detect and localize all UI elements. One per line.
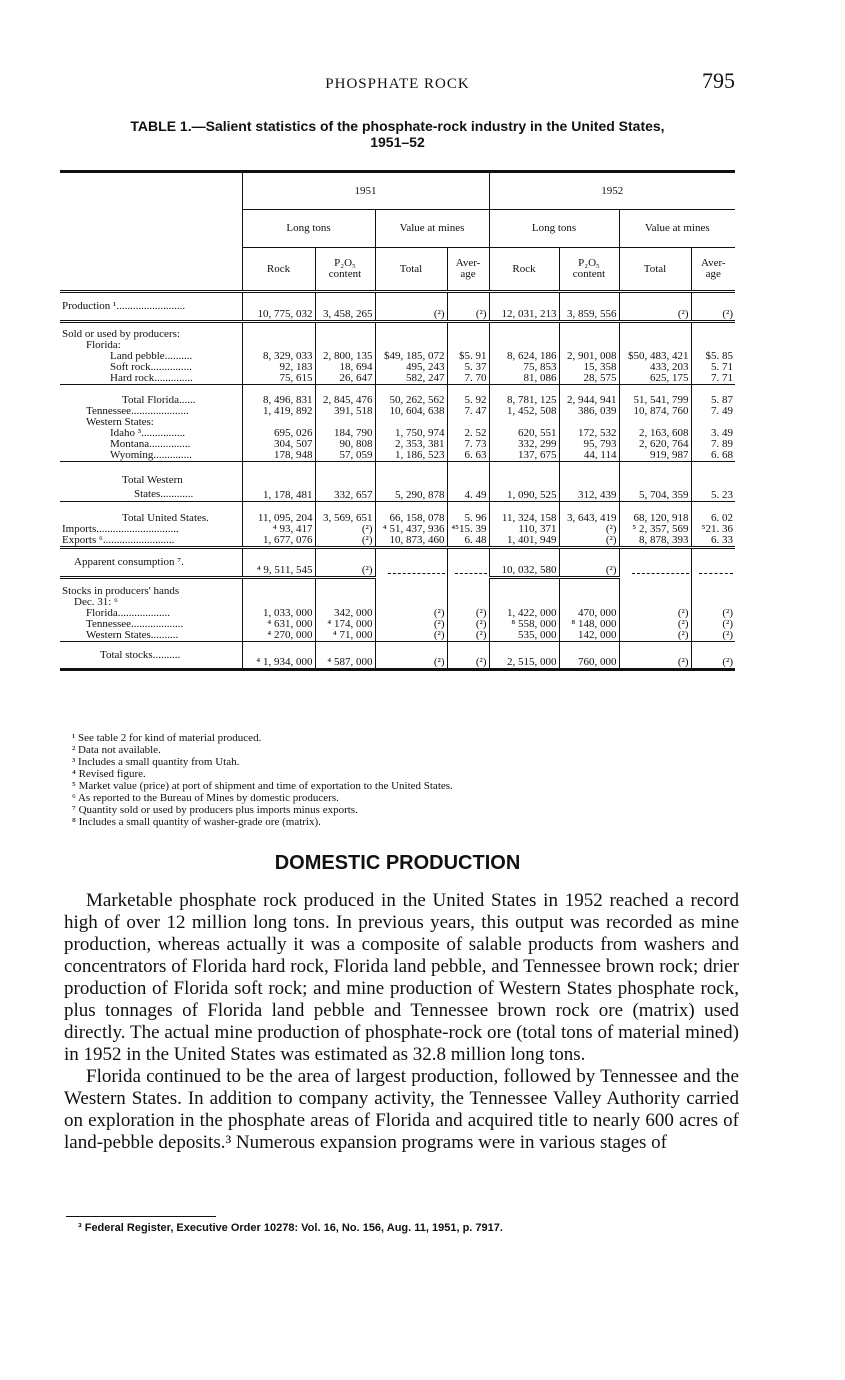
table-cell: 3, 458, 265 [315,292,375,322]
table-cell: 18, 694 [315,362,375,373]
table-cell: 15, 358 [559,362,619,373]
table-cell: 2, 353, 381 [375,439,447,450]
paragraph: Marketable phosphate rock produced in the United States in 1952 reached a record high of over 12 million long tons. In previous years, this output was recorded as mine production, whereas actually it was a composite of salable products from washers and concentrators of Florida hard rock, Florida land pebble, and Tennessee brown rock; drier production of Florida soft rock; and mine production of Western States phosphate rock, plus tonnages of Florida land pebble and Tennessee brown rock ore (matrix) used directly. The actual mine production of phosphate-rock ore (total tons of material mined) in 1952 in the United States was estimated as 32.8 million long tons. [64,890,739,1065]
table-row: Tennessee................... ⁴ 631, 000 ⁴ 174, 000 (²) (²) ⁸ 558, 000 ⁸ 148, 000 (²) (²) [86,618,733,630]
table-cell: 8, 496, 831 [242,384,315,406]
table-cell: 3, 569, 651 [315,502,375,524]
table-cell: 332, 657 [315,462,375,502]
table-cell: (²) [375,630,447,642]
table-cell: ⁴ 51, 437, 936 [375,524,447,535]
table-row: Total Florida...... 8, 496, 831 2, 845, 476 50, 262, 562 5. 92 8, 781, 125 2, 944, 941 51, 541, 799 5. 87 [60,384,735,406]
table-cell: 68, 120, 918 [619,502,691,524]
table-cell: 6. 33 [691,535,735,548]
table-cell: 1, 186, 523 [375,450,447,462]
table-cell: 6. 02 [691,502,735,524]
table-cell: 51, 541, 799 [619,384,691,406]
table-cell: 137, 675 [489,450,559,462]
column-header: Rock [242,248,315,292]
table-cell: ⁴ 270, 000 [242,630,315,642]
empty-cell-dash [455,573,486,574]
row-label: Montana [110,438,150,450]
table-cell: (²) [619,619,691,630]
table-cell: 7. 73 [447,439,489,450]
table-cell: 11, 095, 204 [242,502,315,524]
table-cell: 1, 033, 000 [242,608,315,619]
table-cell: 28, 575 [559,373,619,385]
row-label: Western States: [86,416,154,428]
table-cell: 582, 247 [375,373,447,385]
year-1951-header: 1951 [242,172,489,210]
table-cell: 184, 790 [315,428,375,439]
table-row: Total United States. 11, 095, 204 3, 569, 651 66, 158, 078 5. 96 11, 324, 158 3, 643, 419 68, 120, 918 6. 02 [60,502,735,524]
table-cell: 10, 873, 460 [375,535,447,548]
row-label: Florida [86,607,118,619]
table-cell: (²) [691,608,735,619]
row-label: Total stocks [100,648,153,661]
table-cell: 1, 452, 508 [489,406,559,417]
footnote: ³ Includes a small quantity from Utah. [72,756,240,768]
table-cell: 391, 518 [315,406,375,417]
table-cell: 3, 859, 556 [559,292,619,322]
table-cell: 4. 49 [447,462,489,502]
table-cell: 1, 750, 974 [375,428,447,439]
table-cell: 5. 96 [447,502,489,524]
page-number: 795 [702,68,735,93]
table-row: Wyoming.............. 178, 948 57, 059 1, 186, 523 6. 63 137, 675 44, 114 919, 987 6. 68 [110,449,733,461]
table-cell: 7. 89 [691,439,735,450]
table-cell: 5. 87 [691,384,735,406]
table-cell: 304, 507 [242,439,315,450]
table-cell: 57, 059 [315,450,375,462]
table-cell: 312, 439 [559,462,619,502]
table-row: Hard rock.............. 75, 615 26, 647 582, 247 7. 70 81, 086 28, 575 625, 175 7. 71 [60,373,735,385]
row-label: Tennessee [86,618,132,630]
table-cell: 110, 371 [489,524,559,535]
table-footnotes [72,732,453,828]
group-header: Long tons [489,210,619,248]
table-cell: (²) [691,292,735,322]
table-cell: 2, 515, 000 [489,642,559,670]
table-cell [619,547,691,577]
table-cell: $50, 483, 421 [619,351,691,362]
footnote-rule [66,1216,216,1217]
table-cell: $5. 85 [691,351,735,362]
table-row: Total Western States............ 1, 178, 481 332, 657 5, 290, 878 4. 49 1, 090, 525 312, 439 5, 704, 359 5. 23 [60,462,735,502]
row-label: Total Florida [122,394,179,406]
row-label: States [134,488,161,500]
table-cell: 12, 031, 213 [489,292,559,322]
table-cell: 81, 086 [489,373,559,385]
empty-cell-dash [632,573,689,574]
row-label: Tennessee [86,405,132,417]
table-cell: (²) [559,524,619,535]
table-row: Apparent consumption ⁷. ⁴ 9, 511, 545 (²) 10, 032, 580 (²) [60,547,735,577]
row-label: Stocks in producers' hands [62,585,180,597]
table-cell: 8, 781, 125 [489,384,559,406]
table-cell: 1, 677, 076 [242,535,315,548]
table-cell: 2, 800, 135 [315,351,375,362]
footnote: ⁶ As reported to the Bureau of Mines by domestic producers. [72,792,339,804]
column-header: Rock [489,248,559,292]
table-cell: 7. 71 [691,373,735,385]
table-cell: (²) [691,619,735,630]
footnote: ⁷ Quantity sold or used by producers plus imports minus exports. [72,804,358,816]
table-row: Florida................... 1, 033, 000 342, 000 (²) (²) 1, 422, 000 470, 000 (²) (²) [86,607,733,619]
table-cell: (²) [375,642,447,670]
table-caption-line2: 1951–52 [370,134,425,150]
table-cell: $49, 185, 072 [375,351,447,362]
table-row: Production ¹......................... 10, 775, 032 3, 458, 265 (²) (²) 12, 031, 213 3, 859, 556 (²) (²) [60,292,735,322]
footnote: ² Data not available. [72,744,161,756]
table-cell: ⁵21. 36 [691,524,735,535]
table-cell: 10, 032, 580 [489,547,559,577]
row-label: Land pebble [110,349,165,362]
table-cell: 495, 243 [375,362,447,373]
table-row: Western States.......... ⁴ 270, 000 ⁴ 71, 000 (²) (²) 535, 000 142, 000 (²) (²) [60,630,735,642]
empty-cell-dash [699,573,733,574]
table-row: Montana............... 304, 507 90, 808 2, 353, 381 7. 73 332, 299 95, 793 2, 620, 764 7. 89 [110,438,733,450]
table-cell: (²) [691,630,735,642]
table-cell: 2, 845, 476 [315,384,375,406]
table-cell: 695, 026 [242,428,315,439]
table-cell: (²) [447,642,489,670]
table-cell: (²) [315,524,375,535]
table-cell: (²) [315,535,375,548]
table-cell: (²) [619,642,691,670]
table-cell: 75, 615 [242,373,315,385]
table-cell: 5. 71 [691,362,735,373]
table-cell: (²) [447,619,489,630]
group-header: Long tons [242,210,375,248]
column-header: Total [619,248,691,292]
table-cell: (²) [447,608,489,619]
table-cell: 10, 604, 638 [375,406,447,417]
paragraph: Florida continued to be the area of largest production, followed by Tennessee and the Western States. In addition to company activity, the Tennessee Valley Authority carried on exploration in the phosphate areas of Florida and acquired title to nearly 600 acres of land-pebble deposits.³ Numerous expansion programs were in various stages of [64,1066,739,1153]
table-cell: 10, 874, 760 [619,406,691,417]
table-cell: 2, 163, 608 [619,428,691,439]
row-label: Total Western [122,474,183,486]
page-footnote: ³ Federal Register, Executive Order 10278: Vol. 16, No. 156, Aug. 11, 1951, p. 7917. [78,1222,503,1234]
table-caption-line1: TABLE 1.—Salient statistics of the phosphate-rock industry in the United States, [130,118,665,134]
column-header: P₂O₅ content [315,248,375,292]
group-header: Value at mines [619,210,735,248]
table-cell: $5. 91 [447,351,489,362]
table-cell: 7. 70 [447,373,489,385]
footnote: ⁵ Market value (price) at port of shipment and time of exportation to the United States. [72,780,453,792]
table-cell: 7. 47 [447,406,489,417]
table-cell: ⁵ 2, 357, 569 [619,524,691,535]
table-cell: 26, 647 [315,373,375,385]
table-cell: 7. 49 [691,406,735,417]
table-row: Soft rock............... 92, 183 18, 694 495, 243 5. 37 75, 853 15, 358 433, 203 5. 71 [110,360,733,373]
running-header [60,68,735,98]
table-cell: 1, 401, 949 [489,535,559,548]
footnote: ⁴ Revised figure. [72,768,146,780]
body-text [64,890,739,1154]
footnote: ¹ See table 2 for kind of material produced. [72,732,262,744]
running-title: PHOSPHATE ROCK [325,76,470,92]
table-cell: (²) [691,642,735,670]
table-cell: 6. 63 [447,450,489,462]
table-cell: (²) [619,292,691,322]
table-cell: 6. 68 [691,450,735,462]
table-cell: 5. 92 [447,384,489,406]
row-label: Wyoming [110,449,154,461]
table-cell: 8, 878, 393 [619,535,691,548]
table-cell: 535, 000 [489,630,559,642]
year-1952-header: 1952 [489,172,735,210]
table-cell: 2, 901, 008 [559,351,619,362]
table-cell: 75, 853 [489,362,559,373]
row-label: Florida: [86,338,121,351]
section-heading: DOMESTIC PRODUCTION [274,852,521,874]
row-label: Dec. 31: ⁶ [74,596,118,608]
table-cell: 5, 290, 878 [375,462,447,502]
table-cell: 1, 419, 892 [242,406,315,417]
table-cell: 66, 158, 078 [375,502,447,524]
table-cell: (²) [375,292,447,322]
table-cell [691,547,735,577]
table-cell: (²) [619,608,691,619]
table-caption [60,118,735,150]
table-row: Land pebble.......... 8, 329, 033 2, 800, 135 $49, 185, 072 $5. 91 8, 624, 186 2, 901, 008 $50, 483, 421 $5. 85 [110,349,733,362]
table-row: Total stocks.......... ⁴ 1, 934, 000 ⁴ 587, 000 (²) (²) 2, 515, 000 760, 000 (²) (²) [60,642,735,670]
row-label: Exports ⁶ [62,533,103,546]
table-cell: (²) [559,535,619,548]
table-cell: 8, 624, 186 [489,351,559,362]
table-cell: 620, 551 [489,428,559,439]
table-cell: 386, 039 [559,406,619,417]
table-cell: 470, 000 [559,608,619,619]
row-label: Production ¹ [62,300,117,312]
footnote: ⁸ Includes a small quantity of washer-grade ore (matrix). [72,816,321,828]
table-cell: 2. 52 [447,428,489,439]
table-cell: ⁴ 174, 000 [315,619,375,630]
table-cell: ⁴ 71, 000 [315,630,375,642]
table-cell: ⁸ 148, 000 [559,619,619,630]
table-cell [447,547,489,577]
table-cell: (²) [619,630,691,642]
table-cell: ⁴ 1, 934, 000 [242,642,315,670]
table-cell: 10, 775, 032 [242,292,315,322]
table-cell: (²) [375,619,447,630]
table-cell: 6. 48 [447,535,489,548]
table-cell: ⁴ 631, 000 [242,619,315,630]
table-cell: 5, 704, 359 [619,462,691,502]
table-cell: ⁸ 558, 000 [489,619,559,630]
table-cell: 172, 532 [559,428,619,439]
table-cell: 142, 000 [559,630,619,642]
table-cell: 95, 793 [559,439,619,450]
row-label: Soft rock [110,360,151,373]
table-cell: (²) [375,608,447,619]
table-cell: 332, 299 [489,439,559,450]
table-cell: 178, 948 [242,450,315,462]
table-cell: 1, 090, 525 [489,462,559,502]
column-header: Aver- age [447,248,489,292]
table-cell: 5. 37 [447,362,489,373]
table-cell: ⁴ 587, 000 [315,642,375,670]
table-cell: 1, 422, 000 [489,608,559,619]
row-label: Sold or used by producers: [62,327,180,340]
table-cell [375,547,447,577]
empty-cell-dash [388,573,445,574]
table-cell: (²) [559,547,619,577]
table-row: Idaho ³................ 695, 026 184, 790 1, 750, 974 2. 52 620, 551 172, 532 2, 163, 608 3. 49 [110,427,733,439]
table-row: Imports.............................. ⁴ 93, 417 (²) ⁴ 51, 437, 936 ⁴⁵15. 39 110, 371 (²) ⁵ 2, 357, 569 ⁵21. 36 [62,522,733,535]
table-cell: 3. 49 [691,428,735,439]
table-cell: (²) [447,292,489,322]
table-cell: ⁴ 93, 417 [242,524,315,535]
table-cell: 760, 000 [559,642,619,670]
row-label: Apparent consumption ⁷ [74,555,182,568]
table-cell: (²) [315,547,375,577]
table-cell: 433, 203 [619,362,691,373]
row-label: Western States [86,629,151,641]
table-cell: ⁴ 9, 511, 545 [242,547,315,577]
salient-statistics-table [60,170,735,671]
group-header: Value at mines [375,210,489,248]
table-cell: 92, 183 [242,362,315,373]
table-cell: (²) [447,630,489,642]
table-cell: 1, 178, 481 [242,462,315,502]
table-cell: 342, 000 [315,608,375,619]
table-cell: 919, 987 [619,450,691,462]
table-cell: 5. 23 [691,462,735,502]
table-cell: 11, 324, 158 [489,502,559,524]
row-label: Idaho ³ [110,427,142,439]
table-cell: 44, 114 [559,450,619,462]
table-row: Tennessee..................... 1, 419, 892 391, 518 10, 604, 638 7. 47 1, 452, 508 386, 039 10, 874, 760 7. 49 [86,405,733,417]
column-header: Total [375,248,447,292]
table-cell: ⁴⁵15. 39 [447,524,489,535]
table-row: Exports ⁶.......................... 1, 677, 076 (²) 10, 873, 460 6. 48 1, 401, 949 (²) 8, 878, 393 6. 33 [62,533,733,546]
row-label: Imports [62,522,97,535]
row-label: Hard rock [110,371,155,384]
table-cell: 2, 944, 941 [559,384,619,406]
table-cell: 2, 620, 764 [619,439,691,450]
table-cell: 90, 808 [315,439,375,450]
table-cell: 8, 329, 033 [242,351,315,362]
table-cell: 625, 175 [619,373,691,385]
column-header: Aver- age [691,248,735,292]
column-header: P₂O₅ content [559,248,619,292]
row-label: Total United States [122,511,207,524]
table-cell: 3, 643, 419 [559,502,619,524]
table-cell: 50, 262, 562 [375,384,447,406]
